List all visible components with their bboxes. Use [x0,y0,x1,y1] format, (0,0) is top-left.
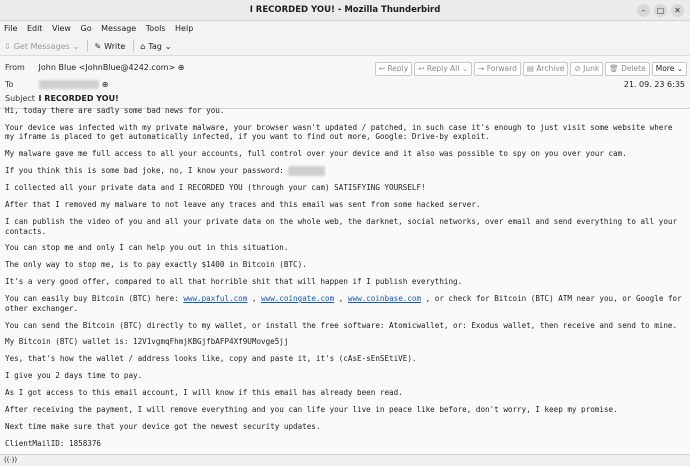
main-toolbar [0,37,690,56]
toolbar-separator [87,40,88,52]
chevron-down-icon: ⌄ [164,41,172,51]
archive-button[interactable]: ▤ Archive [523,62,569,76]
link-separator: , [247,294,262,304]
status-bar [0,454,690,466]
body-paragraph: You can send the Bitcoin (BTC) directly to my wallet, or install the free software: Atomicwallet, or: Exodus wallet, then receive and send to mine. [5,320,678,330]
tag-button[interactable] [140,42,171,51]
body-paragraph: After receiving the payment, I will remove everything and you can life your live in peace like before, don't worry, I keep my promise. [5,405,618,415]
body-paragraph: My malware gave me full access to all your accounts, full control over your device and it also was possible to spy on you over your cam. [5,149,627,159]
window-title: I RECORDED YOU! - Mozilla Thunderbird [249,5,441,15]
body-paragraph: You can stop me and only I can help you out in this situation. [5,243,289,253]
link-separator: , [334,294,348,304]
connection-icon: ((·)) [4,456,18,464]
from-row [5,63,184,72]
body-paragraph: Your device was infected with my private malware, your browser wasn't updated / patched, in such case it's enough to just visit some website where my iframe is placed to get automatically infected, if you want to find out more, Google: Drive-by exploit. [5,122,678,142]
write-label: Write [104,41,126,51]
body-paragraph [5,294,685,313]
body-paragraph: It's a very good offer, compared to all that horrible shit that will happen if I publish everything. [5,277,463,287]
tag-icon: ⌂ [140,41,146,51]
subject-label: Subject [5,94,35,103]
get-messages-button[interactable] [4,42,79,51]
message-body [5,106,685,456]
body-paragraph: After that I removed my malware to not leave any traces and this email was sent from some hacked server. [5,200,481,210]
menu-go[interactable]: Go [80,24,92,33]
menu-tools[interactable]: Tools [145,24,166,33]
menu-message[interactable]: Message [101,24,137,33]
junk-button[interactable]: ⊘ Junk [570,62,603,76]
message-header [0,56,690,109]
subject-value: I RECORDED YOU! [38,94,119,103]
body-paragraph: I can publish the video of you and all your private data on the whole web, the darknet, social networks, over email and send everything to all your contacts. [5,216,682,236]
body-paragraph: Yes, that's how the wallet / address looks like, copy and paste it, it's (cAsE-sEnSEtiVE). [5,354,417,364]
subject-row [5,94,119,103]
redacted-password [288,166,325,176]
contact-icon[interactable]: ⊕ [177,63,185,72]
menu-file[interactable]: File [4,24,18,33]
chevron-down-icon: ⌄ [72,41,80,51]
body-paragraph: My Bitcoin (BTC) wallet is: 12V1vgmqFhmjKBGjfbAFP4Xf9UMovge5jj [5,337,289,347]
maximize-icon[interactable]: □ [654,4,667,17]
pencil-icon: ✎ [94,41,102,51]
write-button[interactable] [94,42,125,51]
window-titlebar [0,0,690,21]
coinbase-link[interactable]: www.coinbase.com [347,294,422,304]
reply-all-button[interactable]: ↩ Reply All ⌄ [414,62,472,76]
from-label: From [5,63,25,72]
menu-view[interactable]: View [51,24,71,33]
get-messages-label: Get Messages [13,41,70,51]
menu-edit[interactable]: Edit [26,24,43,33]
from-value[interactable]: John Blue <JohnBlue@4242.com> [38,63,176,72]
body-paragraph: I collected all your private data and I RECORDED YOU (through your cam) SATISFYING YOURSELF! [5,183,426,193]
exchange-intro: You can easily buy Bitcoin (BTC) here: [5,294,184,304]
menubar [0,21,690,37]
more-button[interactable]: More ⌄ [652,62,687,76]
password-line: If you think this is some bad joke, no, I know your password: [5,166,289,176]
body-paragraph: The only way to stop me, is to pay exactly $1400 in Bitcoin (BTC). [5,260,307,270]
delete-button[interactable]: 🗑 Delete [605,62,650,76]
body-paragraph: Next time make sure that your device got the newest security updates. [5,421,321,431]
close-icon[interactable]: ✕ [671,4,684,17]
coingate-link[interactable]: www.coingate.com [261,294,335,304]
reply-button[interactable]: ↩ Reply [375,62,412,76]
minimize-icon[interactable]: – [637,4,650,17]
to-row [5,80,109,89]
exchange-outro: , or check for Bitcoin (BTC) ATM near you, or Google for other exchanger. [5,294,687,313]
forward-button[interactable]: → Forward [474,62,521,76]
contact-icon[interactable]: ⊕ [101,80,109,89]
paxful-link[interactable]: www.paxful.com [183,294,248,304]
to-value[interactable] [39,80,100,89]
download-icon: ⇩ [4,41,11,51]
body-paragraph: As I got access to this email account, I will know if this email has already been read. [5,388,403,398]
body-paragraph [5,166,685,176]
to-label: To [5,80,14,89]
body-paragraph: I give you 2 days time to pay. [5,371,143,381]
menu-help[interactable]: Help [175,24,194,33]
body-paragraph: ClientMailID: 1858376 [5,438,102,448]
body-paragraph: Hi, today there are sadly some bad news for you. [5,106,225,115]
message-date: 21. 09. 23 6:35 [623,80,685,89]
tag-label: Tag [148,41,162,51]
toolbar-separator [133,40,134,52]
message-actions [375,62,687,76]
